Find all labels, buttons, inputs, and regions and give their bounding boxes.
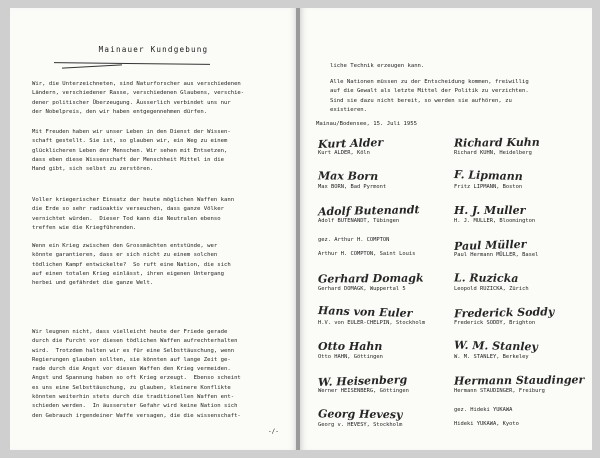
handwritten-signature: L. Ruzicka (453, 271, 519, 286)
signature-block (318, 407, 444, 429)
signature-block (454, 169, 580, 191)
signature-block (454, 407, 580, 428)
handwritten-signature: Max Born (317, 169, 379, 183)
signatory-name: Adolf BUTENANDT, Tübingen (318, 218, 400, 224)
signatory-name: Werner HEISENBERG, Göttingen (318, 388, 409, 394)
continuation-line: liche Technik erzeugen kann. (330, 63, 425, 69)
signatory-name: Paul Hermann MÜLLER, Basel (454, 252, 539, 258)
signature-block (454, 339, 580, 361)
signature-block (318, 203, 444, 225)
signatory-name: Hideki YUKAWA, Kyoto (454, 421, 519, 427)
signature-block (318, 271, 444, 293)
paragraph-5: Wir leugnen nicht, dass vielleicht heute der Friede gerade durch die Furcht vor diesen tödlichen Waffen aufrechterhalten wird. Trotzdem halten wir es für eine Selbsttäuschung, wenn Regierungen glauben sollten, sie könnten auf lange Zeit ge- rade durch die Angst vor diesen Waffen den Krieg vermeiden. Angst und Spannung haben so oft Krieg erzeugt. Ebenso scheint es uns eine Selbsttäuschung, zu glauben, kleinere Konflikte könnten weiterhin stets durch die traditionellen Waffen ent- schieden werden. In äusserster Gefahr wird keine Nation sich den Gebrauch irgendeiner Waffe versagen, die die wissenschaft- (32, 329, 241, 419)
signature-proxy-note: gez. Hideki YUKAWA (454, 407, 513, 413)
handwritten-signature: Hermann Staudinger (453, 373, 585, 388)
handwritten-signature: Adolf Butenandt (317, 203, 420, 219)
signature-block (454, 135, 580, 157)
closing-paragraph: Alle Nationen müssen zu der Entscheidung kommen, freiwillig auf die Gewalt als letzte Mittel der Politik zu verzichten. Sind sie dazu nicht bereit, so werden sie aufhören, zu existieren. (330, 79, 529, 113)
signature-block (318, 237, 444, 258)
paragraph-3: Voller kriegerischer Einsatz der heute möglichen Waffen kann die Erde so sehr radioaktiv verseuchen, dass ganze Völker vernichtet würden. Dieser Tod kann die Neutralen ebenso treffen wie die Kriegführenden. (32, 197, 235, 231)
signatory-name: Otto HAHN, Göttingen (318, 354, 383, 360)
handwritten-signature: W. Heisenberg (317, 373, 408, 389)
handwritten-signature: Hans von Euler (317, 304, 413, 320)
paragraph-1: Wir, die Unterzeichneten, sind Naturforscher aus verschiedenen Ländern, verschiedener Rasse, verschiedenen Glaubens, verschie- dener politischer Überzeugung. Äusserlich verbindet uns nur der Nobelpreis, den wir haben entgegennehmen dürfen. (32, 81, 245, 115)
date-line: Mainau/Bodensee, 15. Juli 1955 (316, 121, 418, 127)
signature-block (454, 271, 580, 293)
signatory-name: Gerhard DOMAGK, Wuppertal 5 (318, 286, 406, 292)
signature-block (454, 305, 580, 327)
handwritten-signature: Richard Kuhn (453, 135, 540, 150)
handwritten-signature: Paul Müller (453, 237, 527, 253)
signature-block (318, 169, 444, 191)
left-page (10, 8, 297, 450)
signature-proxy-note: gez. Arthur H. COMPTON (318, 237, 390, 243)
handwritten-signature: Gerhard Domagk (317, 271, 424, 286)
handwritten-signature: Georg Hevesy (317, 407, 403, 422)
signatory-name: Leopold RUZICKA, Zürich (454, 286, 529, 292)
handwritten-signature: Otto Hahn (318, 340, 383, 353)
signatory-name: Kurt ALDER, Köln (318, 150, 370, 156)
signatory-name: Georg v. HEVESY, Stockholm (318, 422, 403, 428)
signatory-name: Hermann STAUDINGER, Freiburg (454, 388, 545, 394)
title-underline-stroke (62, 64, 122, 68)
signature-block (454, 237, 580, 259)
page-title: Mainauer Kundgebung (98, 45, 209, 54)
handwritten-signature: Frederick Soddy (453, 305, 555, 321)
handwritten-signature: Kurt Alder (317, 135, 384, 151)
signatory-name: Arthur H. COMPTON, Saint Louis (318, 251, 416, 257)
signature-block (453, 373, 585, 395)
signatory-name: H. J. MULLER, Bloomington (454, 218, 536, 224)
signatory-name: Max BORN, Bad Pyrmont (318, 184, 387, 190)
handwritten-signature: F. Lipmann (453, 168, 523, 184)
paragraph-4: Wenn ein Krieg zwischen den Grossmächten entstünde, wer könnte garantieren, dass er sich nicht zu einem solchen tödlichen Kampf entwickelte? So ruft eine Nation, die sich auf einen totalen Krieg einlässt, ihren eigenen Untergang herbei und gefährdet die ganze Welt. (32, 243, 231, 287)
signature-block (318, 339, 444, 361)
signature-block (318, 373, 444, 395)
title-underline (54, 62, 210, 65)
signature-block (454, 203, 580, 225)
right-page (300, 8, 592, 450)
signatory-name: Richard KUHN, Heidelberg (454, 150, 532, 156)
signatory-name: W. M. STANLEY, Berkeley (454, 354, 529, 360)
paragraph-2: Mit Freuden haben wir unser Leben in den Dienst der Wissen- schaft gestellt. Sie ist, so glauben wir, ein Weg zu einem glücklicheren Leben der Menschen. Wir sehen mit Entsetzen, dass eben diese Wissenschaft der Menschheit Mittel in die Hand gibt, sich selbst zu zerstören. (32, 129, 231, 173)
handwritten-signature: W. M. Stanley (453, 338, 538, 354)
signatory-name: Frederick SODDY, Brighton (454, 320, 536, 326)
signatory-name: Fritz LIPMANN, Boston (454, 184, 523, 190)
signature-block (318, 305, 444, 327)
page-continuation-mark: -/- (268, 428, 279, 435)
handwritten-signature: H. J. Muller (454, 204, 526, 217)
signature-block (318, 135, 444, 157)
signatory-name: H.V. von EULER-CHELPIN, Stockholm (318, 320, 426, 326)
